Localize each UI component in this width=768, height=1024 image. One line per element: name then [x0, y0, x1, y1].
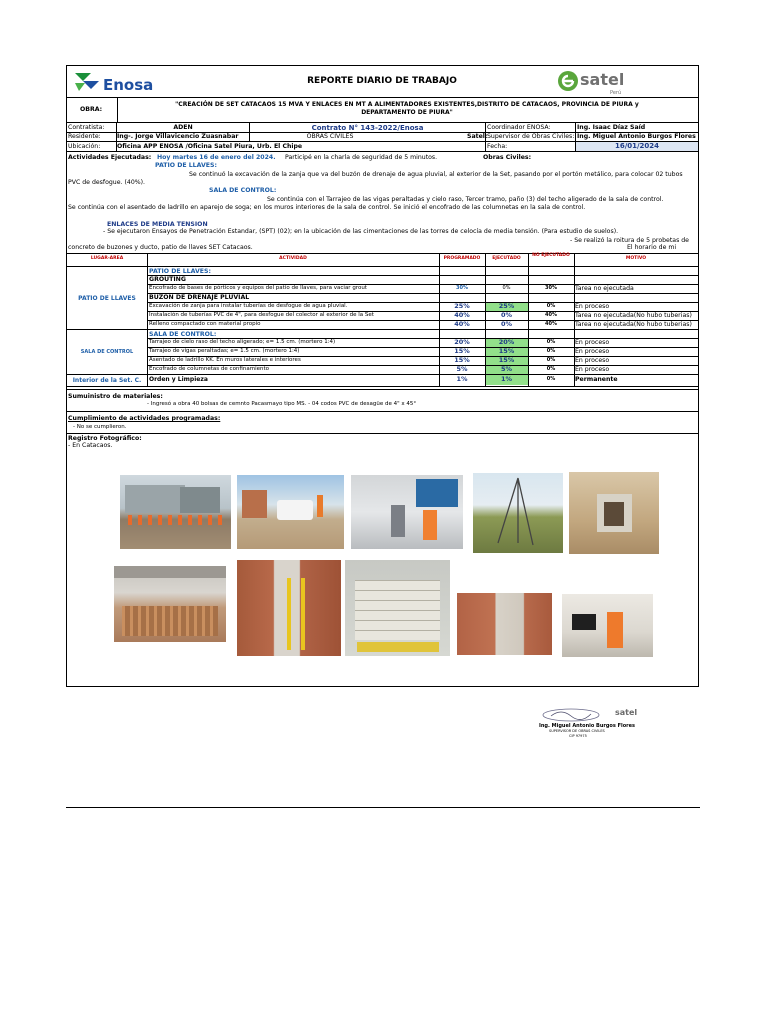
row-programado: 20%: [454, 338, 470, 346]
row-motivo: Tarea no ejecutada: [575, 285, 634, 292]
row-no-ejecutado: 40%: [545, 321, 557, 327]
ubicacion-value: Oficina APP ENOSA /Oficina Satel Piura, Urb. El Chipe: [117, 143, 303, 150]
row-ejecutado: 0%: [502, 285, 511, 291]
photo-cement-bags: [345, 560, 450, 656]
sala-title: SALA DE CONTROL:: [209, 187, 277, 194]
supervisor-label: Supervisor de Obras Civiles:: [487, 133, 575, 140]
obras-civiles-value: OBRAS CIVILES: [306, 133, 354, 140]
row-activity: Tarrajeo de cielo raso del techo aligerado; e= 1.5 cm. (mortero 1:4): [149, 339, 336, 345]
row-no-ejecutado: 0%: [546, 366, 556, 372]
photo-ceiling-plaster: [114, 566, 226, 642]
cumplimiento-label: Cumplimiento de actividades programadas:: [68, 415, 221, 422]
satel-logo-text: satel: [580, 70, 625, 89]
row-activity: Asentado de ladrillo KK. En muros laterales e interiores: [149, 357, 301, 363]
row-ejecutado: 15%: [498, 356, 515, 364]
cumplimiento-text: - No se cumplieron.: [73, 424, 127, 430]
actividades-label: Actividades Ejecutadas:: [68, 154, 152, 161]
footer-rule: [66, 807, 700, 808]
satel-logo-icon: [557, 70, 579, 92]
row-ejecutado: 1%: [500, 375, 513, 383]
row-programado: 40%: [454, 311, 470, 319]
col-header-no-ejecutado: NO EJECUTADO: [532, 253, 570, 258]
signature-icon: [539, 705, 609, 725]
row-ejecutado: 15%: [498, 347, 515, 355]
contrato-number: Contrato N° 143-2022/Enosa: [311, 124, 424, 132]
residente-label: Residente:: [68, 133, 101, 140]
signature-block: [535, 705, 675, 740]
photo-workers-group: [120, 475, 231, 549]
col-header-motivo: MOTIVO: [625, 256, 647, 261]
area-sala: SALA DE CONTROL: [80, 349, 134, 355]
actividades-intro: Participé en la charla de seguridad de 5 minutos.: [285, 154, 438, 161]
sala-line2: Se continúa con el asentado de ladrillo en aparejo de soga; en los muros interiores de la sala de control. Se inició el encofrado de las columnetas en la sala de control.: [68, 204, 586, 211]
row-programado: 40%: [454, 320, 470, 328]
row-no-ejecutado: 0%: [546, 376, 556, 382]
contratista-value: ADEN: [173, 124, 193, 131]
row-motivo: En proceso: [575, 366, 610, 373]
suministro-label: Sumuinistro de materiales:: [68, 393, 163, 400]
row-programado: 5%: [456, 365, 468, 373]
area-patio: PATIO DE LLAVES: [78, 295, 136, 302]
row-activity: Excavación de zanja para instalar tuberías de desfogue de agua pluvial.: [149, 303, 348, 309]
patio-line1: Se continuó la excavación de la zanja que va del buzón de drenaje de agua pluvial, al exterior de la Set, pasando por el portón metálico, para colocar 02 tubos: [189, 171, 683, 178]
row-activity: Instalación de tuberías PVC de 4", para desfogue del colector al exterior de la Set: [149, 312, 374, 318]
enlaces-line4: concreto de buzones y ducto, patio de llaves SET Catacaos.: [68, 244, 253, 251]
photo-trench-box: [569, 472, 659, 554]
enlaces-line2: - Se realizó la roitura de 5 probetas de: [570, 237, 689, 244]
area-interior: Interior de la Set. C.: [72, 377, 142, 384]
row-ejecutado: 0%: [500, 311, 513, 319]
satel-logo-sub: Perú: [610, 90, 622, 96]
row-ejecutado: 0%: [500, 320, 513, 328]
enosa-logo-text: Enosa: [103, 76, 154, 94]
photo-ladder-wall: [237, 560, 341, 656]
enlaces-line1: - Se ejecutaron Ensayos de Penetración Estandar, (SPT) (02); en la ubicación de las cimentaciones de las torres de celocía de media tensión. (Para estudio de suelos).: [103, 228, 619, 235]
row-no-ejecutado: 30%: [545, 285, 557, 291]
row-no-ejecutado: 0%: [546, 303, 556, 309]
photo-brick-interior: [457, 593, 552, 655]
sala-header: SALA DE CONTROL:: [149, 331, 217, 338]
suministro-text: - Ingresó a obra 40 bolsas de cemnto Pacasmayo tipo MS. - 04 codos PVC de desagüe de 4" x 45°: [147, 401, 417, 407]
enlaces-line3: El horario de mi: [627, 244, 677, 251]
registro-text: - En Catacaos.: [68, 442, 113, 449]
report-title: REPORTE DIARIO DE TRABAJO: [307, 76, 457, 86]
row-motivo: Tarea no ejecutada(No hubo tuberias): [575, 312, 692, 319]
obra-label: OBRA:: [80, 106, 103, 113]
row-programado: 30%: [456, 285, 468, 291]
row-motivo: En proceso: [575, 339, 610, 346]
row-programado: 15%: [454, 356, 470, 364]
fecha-label: Fecha:: [487, 143, 508, 150]
row-activity: Encofrado de columnetas de confinamiento: [149, 366, 270, 372]
col-header-lugar: LUGAR-AREA: [90, 256, 124, 261]
enlaces-title: ENLACES DE MEDIA TENSION: [107, 221, 208, 228]
row-activity: Relleno compactado con material propio: [149, 321, 261, 327]
row-programado: 1%: [456, 375, 468, 383]
obra-text-line2: DEPARTAMENTO DE PIURA": [361, 109, 453, 116]
row-motivo: En proceso: [575, 348, 610, 355]
signature-satel-logo: satel: [615, 708, 638, 717]
row-no-ejecutado: 0%: [546, 348, 556, 354]
row-ejecutado: 25%: [498, 302, 515, 310]
patio-line2: PVC de desfogue. (40%).: [68, 179, 146, 186]
row-ejecutado: 20%: [498, 338, 515, 346]
row-programado: 15%: [454, 347, 470, 355]
ubicacion-label: Ubicación:: [68, 143, 101, 150]
row-motivo: Tarea no ejecutada(No hubo tuberias): [575, 321, 692, 328]
enosa-logo-icon: [73, 69, 103, 95]
photo-lab-testing: [351, 475, 463, 549]
row-motivo: En proceso: [575, 357, 610, 364]
patio-header: PATIO DE LLAVES:: [149, 268, 211, 275]
row-no-ejecutado: 0%: [546, 339, 556, 345]
row-programado: 25%: [454, 302, 470, 310]
row-motivo: Permanente: [575, 376, 618, 383]
row-ejecutado: 5%: [500, 365, 513, 373]
col-header-ejecutado: EJECUTADO: [492, 256, 521, 261]
signature-cip: CIP 97975: [569, 734, 587, 738]
grouting-header: GROUTING: [149, 276, 186, 283]
row-activity: Encofrado de bases de pórticos y equipos del patio de llaves, para vaciar grout: [149, 285, 367, 291]
signature-name: Ing. Miguel Antonio Burgos Flores: [539, 723, 635, 729]
obras-civiles-label: Obras Civiles:: [483, 154, 532, 161]
col-header-programado: PROGRAMADO: [443, 256, 481, 261]
buzon-header: BUZON DE DRENAJE PLUVIAL: [149, 294, 250, 301]
report-sheet: [66, 65, 699, 687]
satel-label: Satel:: [467, 133, 488, 140]
actividades-date: Hoy martes 16 de enero del 2024.: [157, 154, 276, 161]
coordinador-label: Coordinador ENOSA:: [487, 124, 551, 131]
obra-text-line1: "CREACIÓN DE SET CATACAOS 15 MVA Y ENLACES EN MT A ALIMENTADORES EXISTENTES,DISTRITO DE CATACAOS, PROVINCIA DE PIURA y: [175, 101, 639, 108]
contratista-label: Contratista:: [68, 124, 105, 131]
col-header-actividad: ACTIVIDAD: [279, 256, 307, 261]
satel-logo: [555, 68, 635, 98]
supervisor-value: Ing. Miguel Antonio Burgos Flores: [577, 133, 696, 140]
residente-value: Ing-. Jorge Villavicencio Zuasnabar: [117, 133, 239, 140]
registro-label: Registro Fotográfico:: [68, 435, 142, 442]
sala-line1: Se continúa con el Tarrajeo de las vigas peraltadas y cielo raso, Tercer tramo, paño (3) del techo aligerado de la sala de control.: [267, 196, 664, 203]
photo-office-worker: [562, 594, 653, 657]
patio-title: PATIO DE LLAVES:: [155, 162, 217, 169]
row-no-ejecutado: 40%: [545, 312, 557, 318]
row-no-ejecutado: 0%: [546, 357, 556, 363]
coordinador-value: Ing. Isaac Díaz Saíd: [577, 124, 646, 131]
row-activity: Orden y Limpieza: [149, 376, 208, 383]
enosa-logo: [73, 69, 168, 97]
signature-role: SUPERVISOR DE OBRAS CIVILES: [549, 729, 605, 733]
photo-truck-site: [237, 475, 344, 549]
row-motivo: En proceso: [575, 303, 610, 310]
row-activity: Tarrajeo de vigas peraltadas; e= 1.5 cm. (mortero 1:4): [149, 348, 300, 354]
photo-spt-tripod: [473, 473, 563, 553]
fecha-value: 16/01/2024: [576, 142, 698, 151]
